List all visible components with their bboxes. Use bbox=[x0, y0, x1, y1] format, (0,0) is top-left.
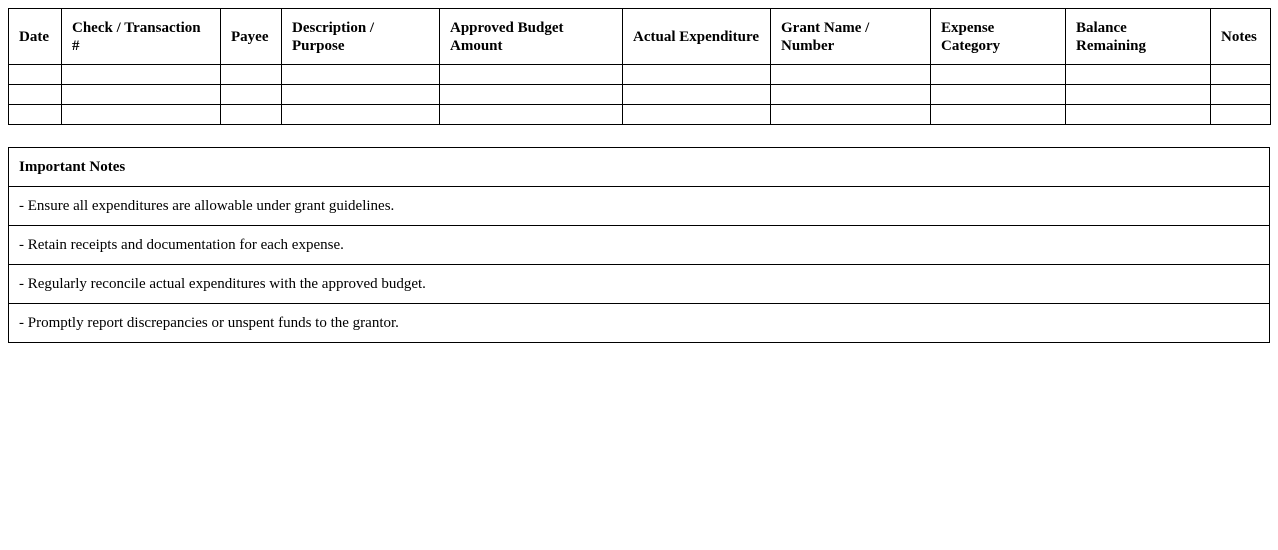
table-cell[interactable] bbox=[1066, 85, 1211, 105]
table-cell[interactable] bbox=[440, 105, 623, 125]
important-notes-table bbox=[8, 147, 1270, 343]
table-row bbox=[9, 85, 1271, 105]
table-cell[interactable] bbox=[931, 85, 1066, 105]
table-cell[interactable] bbox=[221, 65, 282, 85]
table-row bbox=[9, 65, 1271, 85]
table-cell[interactable] bbox=[440, 65, 623, 85]
list-item bbox=[9, 226, 1270, 265]
expense-ledger-table bbox=[8, 8, 1271, 125]
table-cell[interactable] bbox=[62, 85, 221, 105]
table-cell[interactable] bbox=[931, 105, 1066, 125]
table-cell[interactable] bbox=[282, 105, 440, 125]
list-item bbox=[9, 265, 1270, 304]
column-header-payee: Payee bbox=[221, 9, 282, 65]
table-cell[interactable] bbox=[221, 105, 282, 125]
column-header-balance-remaining: Balance Remaining bbox=[1066, 9, 1211, 65]
note-item: - Retain receipts and documentation for each expense. bbox=[9, 226, 1270, 265]
table-header-row bbox=[9, 9, 1271, 65]
table-cell[interactable] bbox=[771, 65, 931, 85]
column-header-expense-category: Expense Category bbox=[931, 9, 1066, 65]
column-header-notes: Notes bbox=[1211, 9, 1271, 65]
table-cell[interactable] bbox=[282, 85, 440, 105]
note-item: - Ensure all expenditures are allowable under grant guidelines. bbox=[9, 187, 1270, 226]
note-item: - Regularly reconcile actual expenditures with the approved budget. bbox=[9, 265, 1270, 304]
table-cell[interactable] bbox=[1211, 85, 1271, 105]
table-row bbox=[9, 105, 1271, 125]
table-cell[interactable] bbox=[623, 105, 771, 125]
table-cell[interactable] bbox=[623, 65, 771, 85]
note-item: - Promptly report discrepancies or unspent funds to the grantor. bbox=[9, 304, 1270, 343]
table-cell[interactable] bbox=[771, 85, 931, 105]
notes-heading: Important Notes bbox=[9, 148, 1270, 187]
table-cell[interactable] bbox=[221, 85, 282, 105]
notes-header-row bbox=[9, 148, 1270, 187]
table-cell[interactable] bbox=[1066, 105, 1211, 125]
table-cell[interactable] bbox=[1211, 65, 1271, 85]
table-cell[interactable] bbox=[1066, 65, 1211, 85]
table-cell[interactable] bbox=[9, 65, 62, 85]
table-cell[interactable] bbox=[771, 105, 931, 125]
table-cell[interactable] bbox=[62, 105, 221, 125]
table-cell[interactable] bbox=[1211, 105, 1271, 125]
column-header-grant-name: Grant Name / Number bbox=[771, 9, 931, 65]
column-header-check-transaction: Check / Transaction # bbox=[62, 9, 221, 65]
table-cell[interactable] bbox=[440, 85, 623, 105]
table-cell[interactable] bbox=[9, 105, 62, 125]
table-cell[interactable] bbox=[931, 65, 1066, 85]
column-header-approved-budget: Approved Budget Amount bbox=[440, 9, 623, 65]
table-cell[interactable] bbox=[62, 65, 221, 85]
column-header-actual-expenditure: Actual Expenditure bbox=[623, 9, 771, 65]
column-header-date: Date bbox=[9, 9, 62, 65]
table-cell[interactable] bbox=[623, 85, 771, 105]
column-header-description: Description / Purpose bbox=[282, 9, 440, 65]
table-cell[interactable] bbox=[9, 85, 62, 105]
list-item bbox=[9, 304, 1270, 343]
table-cell[interactable] bbox=[282, 65, 440, 85]
list-item bbox=[9, 187, 1270, 226]
